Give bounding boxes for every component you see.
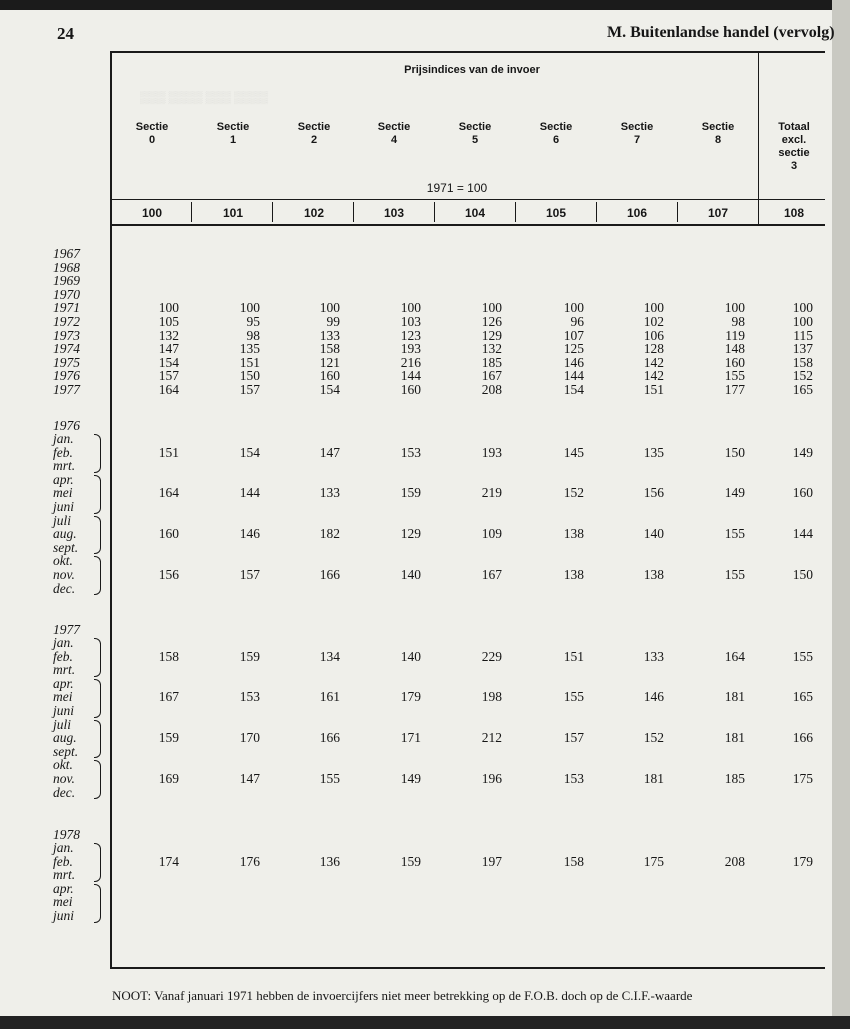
data-cell: 229 [481, 648, 502, 664]
month-label: juni [53, 703, 75, 718]
data-cell: 159 [158, 730, 179, 746]
data-cell: 138 [563, 526, 584, 542]
data-cell: 135 [239, 341, 260, 357]
month-label: juni [53, 499, 75, 514]
month-label: sept. [53, 539, 79, 555]
data-cell: 105 [158, 314, 179, 329]
data-cell: 154 [563, 382, 584, 397]
month-label: dec. [53, 784, 76, 800]
data-cell: 133 [319, 327, 340, 343]
column-code: 102 [303, 206, 325, 220]
quarter-brace [94, 638, 101, 677]
data-cell: 147 [319, 444, 340, 460]
scan-edge-right [832, 0, 850, 1029]
month-label: mei [53, 689, 73, 705]
rule-bottom [112, 967, 825, 969]
data-cell: 152 [643, 730, 664, 746]
column-code: 107 [707, 206, 729, 220]
footnote: NOOT: Vanaf januari 1971 hebben de invoercijfers niet meer betrekking op de F.O.B. doch op de C.I.F.-waarde [112, 988, 693, 1003]
data-cell: 164 [158, 382, 179, 397]
month-label: aug. [53, 730, 77, 746]
data-cell: 151 [239, 354, 260, 370]
data-cell: 145 [563, 444, 584, 460]
data-cell: 138 [563, 567, 584, 582]
data-cell: 98 [731, 314, 745, 329]
data-cell: 193 [400, 341, 421, 357]
data-cell: 174 [158, 853, 179, 869]
column-header: Sectie 4 [377, 121, 411, 146]
code-sep [515, 202, 516, 222]
data-cell: 153 [400, 444, 421, 460]
data-cell: 155 [319, 771, 340, 786]
year-label: 1968 [53, 259, 80, 275]
month-label: juni [53, 908, 75, 923]
month-label: apr. [53, 880, 74, 896]
code-sep [596, 202, 597, 222]
column-header: Sectie 6 [539, 121, 573, 146]
quarter-brace [94, 720, 101, 759]
data-cell: 129 [400, 526, 421, 542]
data-cell: 103 [400, 314, 421, 329]
running-title: M. Buitenlandse handel (vervolg) [607, 24, 835, 41]
month-label: mrt. [53, 867, 76, 883]
data-cell: 166 [319, 567, 340, 582]
data-cell: 158 [563, 853, 584, 869]
data-cell: 100 [643, 300, 664, 316]
column-header: Sectie 1 [216, 121, 250, 146]
data-cell: 100 [319, 300, 340, 316]
column-header: Sectie 0 [135, 121, 169, 146]
column-header: Totaal excl. sectie 3 [778, 121, 810, 172]
data-cell: 179 [400, 689, 421, 705]
data-cell: 157 [239, 382, 260, 397]
column-code: 106 [626, 206, 648, 220]
scan-edge-bottom [0, 1016, 850, 1029]
data-cell: 151 [563, 648, 584, 664]
year-label: 1971 [53, 300, 80, 316]
data-cell: 196 [481, 771, 502, 786]
quarter-brace [94, 679, 101, 718]
data-cell: 154 [239, 444, 260, 460]
year-label: 1975 [53, 354, 80, 370]
column-header: Sectie 8 [701, 121, 735, 146]
quarter-brace [94, 556, 101, 595]
year-label: 1973 [53, 327, 80, 343]
data-cell: 160 [792, 485, 813, 501]
data-cell: 100 [792, 314, 813, 329]
data-cell: 128 [643, 341, 664, 357]
month-label: jan. [53, 635, 74, 650]
month-label: jan. [53, 840, 74, 855]
data-cell: 167 [158, 689, 179, 705]
index-base: 1971 = 100 [426, 181, 488, 195]
month-label: juli [53, 512, 72, 528]
data-cell: 161 [319, 689, 340, 705]
data-cell: 142 [643, 354, 664, 370]
quarter-brace [94, 434, 101, 473]
data-cell: 155 [724, 526, 745, 542]
code-sep [434, 202, 435, 222]
year-label: 1977 [53, 622, 80, 637]
data-cell: 150 [792, 567, 813, 582]
data-cell: 147 [158, 341, 179, 357]
code-sep [353, 202, 354, 222]
quarter-brace [94, 475, 101, 514]
data-cell: 152 [792, 368, 813, 384]
data-cell: 95 [246, 314, 260, 329]
month-label: mei [53, 894, 73, 910]
data-cell: 133 [319, 485, 340, 501]
quarter-brace [94, 884, 101, 923]
data-cell: 156 [158, 567, 179, 582]
month-label: apr. [53, 471, 74, 487]
data-cell: 157 [239, 567, 260, 582]
data-cell: 177 [724, 382, 745, 397]
month-label: dec. [53, 580, 76, 596]
data-cell: 208 [724, 853, 745, 869]
data-cell: 169 [158, 771, 179, 786]
data-cell: 164 [724, 648, 745, 664]
month-label: okt. [53, 553, 73, 569]
data-cell: 99 [326, 314, 340, 329]
month-label: feb. [53, 648, 73, 664]
data-cell: 216 [400, 354, 421, 370]
scan-edge-top [0, 0, 850, 10]
table-title: Prijsindices van de invoer [404, 64, 540, 76]
column-header: Sectie 7 [620, 121, 654, 146]
data-cell: 179 [792, 853, 813, 869]
month-label: apr. [53, 675, 74, 691]
data-cell: 115 [793, 327, 813, 343]
data-cell: 132 [481, 341, 502, 357]
column-code: 103 [383, 206, 405, 220]
data-cell: 137 [792, 341, 813, 357]
data-cell: 153 [563, 771, 584, 786]
month-label: feb. [53, 853, 73, 869]
data-cell: 146 [563, 354, 584, 370]
data-cell: 100 [563, 300, 584, 316]
data-cell: 98 [246, 327, 260, 343]
month-label: jan. [53, 431, 74, 446]
data-cell: 157 [158, 368, 179, 384]
data-cell: 153 [239, 689, 260, 705]
data-cell: 165 [792, 382, 813, 397]
year-label: 1972 [53, 314, 80, 329]
data-cell: 158 [158, 648, 179, 664]
data-cell: 175 [792, 771, 813, 786]
bleed-through-texture: ▒▒▒ ▒▒▒▒ ▒▒▒ ▒▒▒▒ [140, 90, 269, 104]
month-label: nov. [53, 567, 75, 582]
month-label: aug. [53, 526, 77, 542]
year-label: 1970 [53, 286, 80, 302]
data-cell: 144 [239, 485, 260, 501]
code-sep [272, 202, 273, 222]
data-cell: 134 [319, 648, 340, 664]
data-cell: 212 [481, 730, 502, 746]
data-cell: 171 [400, 730, 421, 746]
data-cell: 181 [724, 730, 745, 746]
year-label: 1976 [53, 368, 80, 384]
data-cell: 96 [570, 314, 584, 329]
data-cell: 167 [481, 567, 502, 582]
data-cell: 136 [319, 853, 340, 869]
data-cell: 160 [158, 526, 179, 542]
data-cell: 197 [481, 853, 502, 869]
month-label: mei [53, 485, 73, 501]
data-cell: 140 [643, 526, 664, 542]
data-cell: 121 [319, 354, 340, 370]
month-label: mrt. [53, 458, 76, 474]
data-cell: 158 [319, 341, 340, 357]
data-cell: 133 [643, 648, 664, 664]
rule-base [112, 199, 825, 200]
data-cell: 159 [239, 648, 260, 664]
data-cell: 193 [481, 444, 502, 460]
data-cell: 150 [724, 444, 745, 460]
data-cell: 149 [792, 444, 813, 460]
month-label: feb. [53, 444, 73, 460]
data-cell: 165 [792, 689, 813, 705]
quarter-brace [94, 516, 101, 555]
data-cell: 100 [792, 300, 813, 316]
month-label: okt. [53, 757, 73, 773]
data-cell: 140 [400, 648, 421, 664]
data-cell: 100 [481, 300, 502, 316]
data-cell: 166 [792, 730, 813, 746]
data-cell: 154 [319, 382, 340, 397]
data-cell: 149 [400, 771, 421, 786]
year-label: 1977 [53, 382, 80, 397]
data-cell: 155 [724, 368, 745, 384]
data-cell: 175 [643, 853, 664, 869]
data-cell: 100 [239, 300, 260, 316]
data-cell: 219 [481, 485, 502, 501]
data-cell: 160 [319, 368, 340, 384]
data-cell: 155 [792, 648, 813, 664]
data-cell: 135 [643, 444, 664, 460]
data-cell: 119 [725, 327, 745, 343]
data-cell: 138 [643, 567, 664, 582]
data-cell: 140 [400, 567, 421, 582]
data-cell: 160 [400, 382, 421, 397]
data-cell: 185 [724, 771, 745, 786]
data-cell: 181 [643, 771, 664, 786]
column-code: 101 [222, 206, 244, 220]
year-label: 1967 [53, 246, 80, 261]
data-cell: 156 [643, 485, 664, 501]
data-cell: 146 [239, 526, 260, 542]
data-cell: 181 [724, 689, 745, 705]
column-code: 100 [141, 206, 163, 220]
data-cell: 102 [643, 314, 664, 329]
data-cell: 151 [643, 382, 664, 397]
data-cell: 129 [481, 327, 502, 343]
year-label: 1969 [53, 273, 80, 289]
data-cell: 154 [158, 354, 179, 370]
data-cell: 147 [239, 771, 260, 786]
data-cell: 100 [158, 300, 179, 316]
month-label: mrt. [53, 662, 76, 678]
month-label: nov. [53, 771, 75, 786]
data-cell: 155 [563, 689, 584, 705]
column-code: 104 [464, 206, 486, 220]
data-cell: 149 [724, 485, 745, 501]
column-header: Sectie 5 [458, 121, 492, 146]
data-cell: 146 [643, 689, 664, 705]
data-cell: 155 [724, 567, 745, 582]
year-label: 1974 [53, 341, 80, 357]
data-cell: 150 [239, 368, 260, 384]
month-label: juli [53, 716, 72, 732]
data-cell: 132 [158, 327, 179, 343]
data-cell: 106 [643, 327, 664, 343]
data-cell: 100 [400, 300, 421, 316]
data-cell: 167 [481, 368, 502, 384]
column-header: Sectie 2 [297, 121, 331, 146]
data-cell: 151 [158, 444, 179, 460]
data-cell: 185 [481, 354, 502, 370]
rule-top [112, 51, 825, 53]
data-cell: 182 [319, 526, 340, 542]
data-cell: 157 [563, 730, 584, 746]
column-code: 105 [545, 206, 567, 220]
code-sep [677, 202, 678, 222]
data-cell: 142 [643, 368, 664, 384]
month-label: sept. [53, 743, 79, 759]
data-cell: 159 [400, 853, 421, 869]
data-cell: 198 [481, 689, 502, 705]
data-cell: 148 [724, 341, 745, 357]
data-cell: 144 [400, 368, 421, 384]
year-label: 1976 [53, 418, 80, 433]
data-cell: 100 [724, 300, 745, 316]
data-cell: 109 [481, 526, 502, 542]
page-number: 24 [57, 24, 74, 43]
code-sep [191, 202, 192, 222]
data-cell: 158 [792, 354, 813, 370]
data-cell: 144 [563, 368, 584, 384]
data-cell: 160 [724, 354, 745, 370]
data-cell: 208 [481, 382, 502, 397]
data-cell: 125 [563, 341, 584, 357]
data-cell: 126 [481, 314, 502, 329]
data-cell: 152 [563, 485, 584, 501]
data-cell: 123 [400, 327, 421, 343]
data-cell: 159 [400, 485, 421, 501]
data-cell: 170 [239, 730, 260, 746]
data-cell: 166 [319, 730, 340, 746]
quarter-brace [94, 760, 101, 799]
data-cell: 144 [792, 526, 813, 542]
column-code: 108 [783, 206, 805, 220]
data-cell: 176 [239, 853, 260, 869]
year-label: 1978 [53, 827, 80, 842]
data-cell: 107 [563, 327, 584, 343]
quarter-brace [94, 843, 101, 882]
data-cell: 164 [158, 485, 179, 501]
rule-codes [112, 224, 825, 226]
